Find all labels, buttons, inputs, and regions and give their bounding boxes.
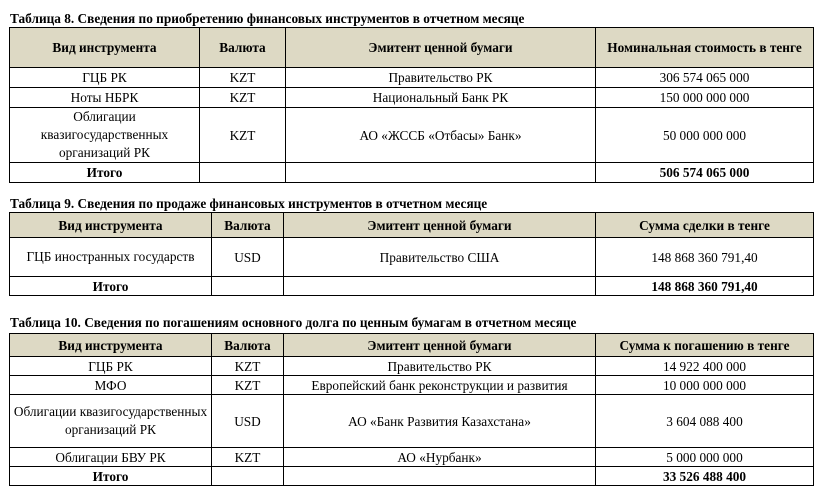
table-10-caption: Таблица 10. Сведения по погашениям основного долга по ценным бумагам в отчетном месяце bbox=[10, 315, 577, 330]
cell-instrument: ГЦБ РК bbox=[10, 357, 212, 376]
table-row bbox=[10, 238, 814, 277]
total-value: 148 868 360 791,40 bbox=[596, 277, 814, 296]
table-row bbox=[10, 108, 814, 163]
header-instrument: Вид инструмента bbox=[10, 28, 200, 68]
header-issuer: Эмитент ценной бумаги bbox=[284, 213, 596, 238]
total-label: Итого bbox=[10, 467, 212, 486]
cell-issuer: АО «ЖССБ «Отбасы» Банк» bbox=[286, 108, 596, 163]
header-instrument: Вид инструмента bbox=[10, 334, 212, 357]
total-row bbox=[10, 467, 814, 486]
cell-instrument: Облигации квазигосударственных организаций РК bbox=[10, 395, 212, 448]
cell-amount: 10 000 000 000 bbox=[596, 376, 814, 395]
cell-amount: 14 922 400 000 bbox=[596, 357, 814, 376]
total-label: Итого bbox=[10, 277, 212, 296]
table-row bbox=[10, 88, 814, 108]
total-row bbox=[10, 163, 814, 183]
table-8-caption: Таблица 8. Сведения по приобретению финансовых инструментов в отчетном месяце bbox=[10, 11, 525, 26]
cell-instrument: ГЦБ иностранных государств bbox=[10, 238, 212, 277]
cell-currency: KZT bbox=[200, 88, 286, 108]
cell-instrument: Облигации БВУ РК bbox=[10, 448, 212, 467]
table-header-row bbox=[10, 28, 814, 68]
cell-instrument: МФО bbox=[10, 376, 212, 395]
cell-amount: 50 000 000 000 bbox=[596, 108, 814, 163]
cell-currency: KZT bbox=[212, 448, 284, 467]
total-empty-cell bbox=[212, 467, 284, 486]
cell-currency: USD bbox=[212, 238, 284, 277]
cell-amount: 150 000 000 000 bbox=[596, 88, 814, 108]
cell-issuer: АО «Банк Развития Казахстана» bbox=[284, 395, 596, 448]
table-10 bbox=[9, 333, 814, 486]
cell-amount: 148 868 360 791,40 bbox=[596, 238, 814, 277]
cell-issuer: Национальный Банк РК bbox=[286, 88, 596, 108]
cell-issuer: Европейский банк реконструкции и развития bbox=[284, 376, 596, 395]
header-currency: Валюта bbox=[200, 28, 286, 68]
cell-issuer: Правительство США bbox=[284, 238, 596, 277]
header-amount: Сумма сделки в тенге bbox=[596, 213, 814, 238]
cell-amount: 306 574 065 000 bbox=[596, 68, 814, 88]
total-empty-cell bbox=[200, 163, 286, 183]
table-row bbox=[10, 68, 814, 88]
cell-issuer: Правительство РК bbox=[286, 68, 596, 88]
table-row bbox=[10, 395, 814, 448]
total-value: 33 526 488 400 bbox=[596, 467, 814, 486]
total-empty-cell bbox=[284, 277, 596, 296]
table-row bbox=[10, 448, 814, 467]
cell-issuer: Правительство РК bbox=[284, 357, 596, 376]
header-instrument: Вид инструмента bbox=[10, 213, 212, 238]
table-header-row bbox=[10, 334, 814, 357]
header-amount: Номинальная стоимость в тенге bbox=[596, 28, 814, 68]
total-empty-cell bbox=[284, 467, 596, 486]
cell-currency: KZT bbox=[200, 108, 286, 163]
total-label: Итого bbox=[10, 163, 200, 183]
table-9-caption: Таблица 9. Сведения по продаже финансовых инструментов в отчетном месяце bbox=[10, 196, 488, 211]
cell-amount: 5 000 000 000 bbox=[596, 448, 814, 467]
header-issuer: Эмитент ценной бумаги bbox=[286, 28, 596, 68]
cell-currency: USD bbox=[212, 395, 284, 448]
total-value: 506 574 065 000 bbox=[596, 163, 814, 183]
total-empty-cell bbox=[286, 163, 596, 183]
table-row bbox=[10, 376, 814, 395]
table-9 bbox=[9, 212, 814, 296]
table-row bbox=[10, 357, 814, 376]
cell-currency: KZT bbox=[212, 357, 284, 376]
header-amount: Сумма к погашению в тенге bbox=[596, 334, 814, 357]
cell-instrument: ГЦБ РК bbox=[10, 68, 200, 88]
cell-issuer: АО «Нурбанк» bbox=[284, 448, 596, 467]
cell-amount: 3 604 088 400 bbox=[596, 395, 814, 448]
cell-instrument: Ноты НБРК bbox=[10, 88, 200, 108]
header-currency: Валюта bbox=[212, 334, 284, 357]
total-empty-cell bbox=[212, 277, 284, 296]
table-8 bbox=[9, 27, 814, 183]
cell-currency: KZT bbox=[200, 68, 286, 88]
cell-instrument: Облигации квазигосударственных организаций РК bbox=[10, 108, 200, 163]
header-currency: Валюта bbox=[212, 213, 284, 238]
header-issuer: Эмитент ценной бумаги bbox=[284, 334, 596, 357]
total-row bbox=[10, 277, 814, 296]
cell-currency: KZT bbox=[212, 376, 284, 395]
table-header-row bbox=[10, 213, 814, 238]
